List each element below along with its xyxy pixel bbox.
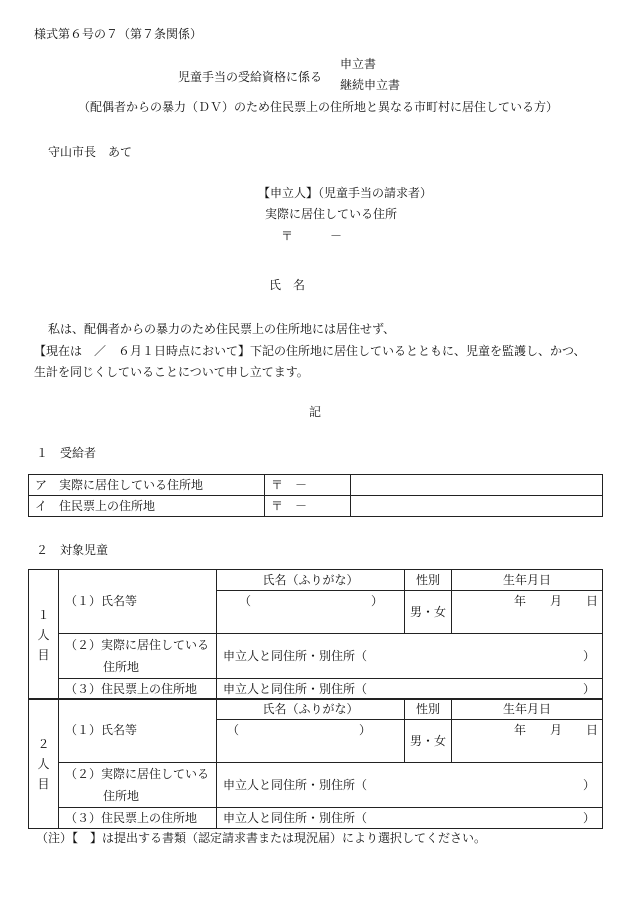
recipient-actual-postal-field[interactable]: 〒 － <box>265 475 351 496</box>
ki-marker: 記 <box>309 405 322 419</box>
col-header-birth: 生年月日 <box>452 570 603 591</box>
child-1-actual-address-field[interactable]: 申立人と同住所・別住所（ ） <box>217 634 603 679</box>
child-2-actual-address-field[interactable]: 申立人と同住所・別住所（ ） <box>217 763 603 808</box>
col-header-gender: 性別 <box>405 570 452 591</box>
recipient-registered-address-field[interactable] <box>351 496 603 517</box>
footnote: （注）【 】は提出する書類（認定請求書または現況届）により選択してください。 <box>36 831 487 845</box>
recipient-registered-address-label: イ 住民票上の住所地 <box>29 496 265 517</box>
table-row <box>29 699 603 720</box>
recipient-registered-postal-field[interactable]: 〒 － <box>265 496 351 517</box>
form-number: 様式第６号の７（第７条関係） <box>34 27 203 41</box>
statement-line-2: 【現在は ／ ６月１日時点において】下記の住所地に居住しているとともに、児童を監護し、かつ、 <box>34 344 586 358</box>
statement-line-3: 生計を同じくしていることについて申し立てます。 <box>34 365 309 379</box>
postal-dash: － <box>330 229 343 243</box>
type-option-application: 申立書 <box>340 57 377 71</box>
col-header-birth: 生年月日 <box>452 699 603 720</box>
table-row <box>29 679 603 700</box>
child-2-actual-address-label: （２）実際に居住している 住所地 <box>59 763 217 808</box>
addressee: 守山市長 あて <box>48 145 133 159</box>
applicant-address-label: 実際に居住している住所 <box>265 207 398 221</box>
table-row <box>29 496 603 517</box>
child-1-registered-address-label: （３）住民票上の住所地 <box>59 679 217 700</box>
child-1-registered-address-field[interactable]: 申立人と同住所・別住所（ ） <box>217 679 603 700</box>
child-1-furigana-field[interactable]: （ ） <box>217 591 405 634</box>
postal-mark: 〒 <box>281 229 294 243</box>
child-2-name-label: （１）氏名等 <box>59 699 217 763</box>
child-2-gender-field[interactable]: 男・女 <box>405 720 452 763</box>
statement-line-1: 私は、配偶者からの暴力のため住民票上の住所地には居住せず、 <box>48 322 396 336</box>
applicant-name-label: 氏 名 <box>269 278 306 292</box>
children-table <box>28 569 603 700</box>
col-header-name: 氏名（ふりがな） <box>217 699 405 720</box>
col-header-name: 氏名（ふりがな） <box>217 570 405 591</box>
child-2-registered-address-label: （３）住民票上の住所地 <box>59 808 217 829</box>
table-row <box>29 475 603 496</box>
child-2-furigana-field[interactable]: （ ） <box>217 720 405 763</box>
child-1-birth-field[interactable]: 年 月 日 <box>452 591 603 634</box>
child-1-gender-field[interactable]: 男・女 <box>405 591 452 634</box>
recipient-actual-address-field[interactable] <box>351 475 603 496</box>
section2-title: ２ 対象児童 <box>36 543 109 557</box>
child-2-label: ２ 人 目 <box>29 699 59 829</box>
child-1-actual-address-label: （２）実際に居住している 住所地 <box>59 634 217 679</box>
table-row <box>29 634 603 679</box>
table-row <box>29 808 603 829</box>
table-row <box>29 570 603 591</box>
recipient-actual-address-label: ア 実際に居住している住所地 <box>29 475 265 496</box>
children-table-2 <box>28 698 603 829</box>
type-option-continued-application: 継続申立書 <box>340 78 401 92</box>
subject-prefix: 児童手当の受給資格に係る <box>178 70 323 84</box>
child-1-label: １ 人 目 <box>29 570 59 700</box>
child-2-registered-address-field[interactable]: 申立人と同住所・別住所（ ） <box>217 808 603 829</box>
table-row <box>29 763 603 808</box>
recipient-table <box>28 474 603 517</box>
child-1-name-label: （１）氏名等 <box>59 570 217 634</box>
col-header-gender: 性別 <box>405 699 452 720</box>
section1-title: １ 受給者 <box>36 446 97 460</box>
child-2-birth-field[interactable]: 年 月 日 <box>452 720 603 763</box>
applicant-heading: 【申立人】（児童手当の請求者） <box>258 186 433 200</box>
page-subtitle: （配偶者からの暴力（ＤＶ）のため住民票上の住所地と異なる市町村に居住している方） <box>78 100 559 114</box>
